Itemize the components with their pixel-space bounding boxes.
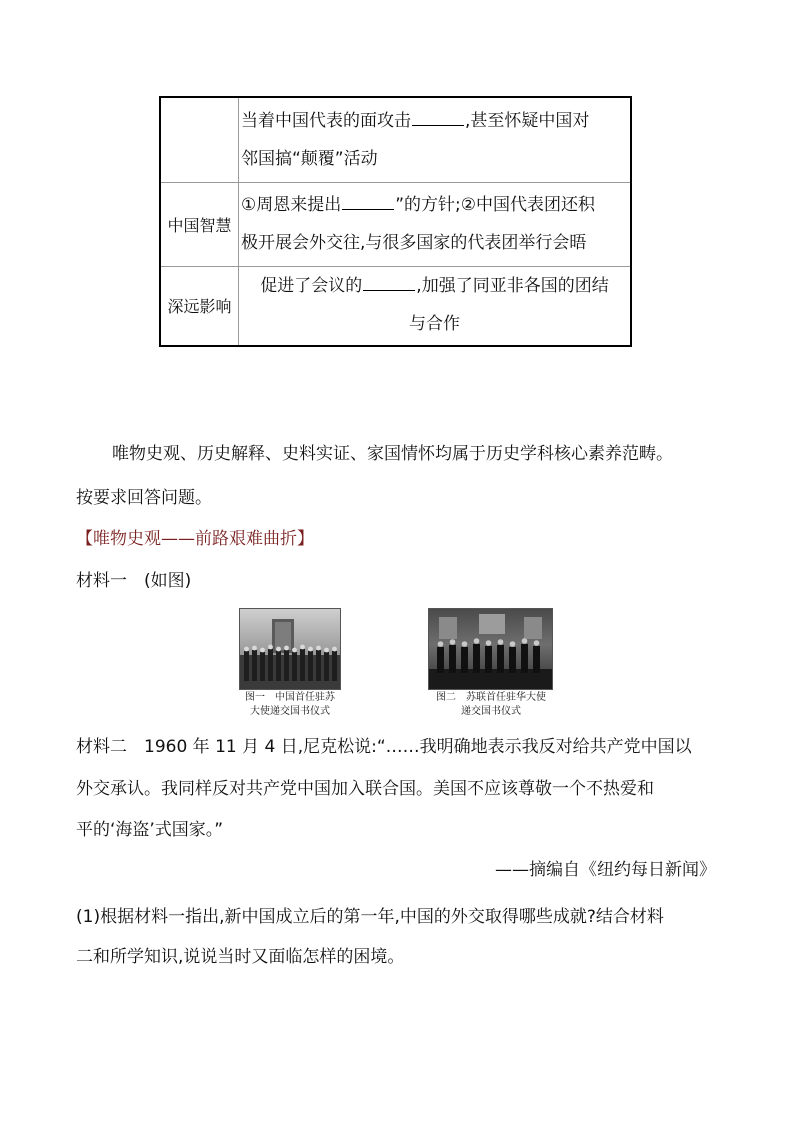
row-label: 中国智慧: [161, 182, 239, 266]
material2-line-1: 材料二 1960 年 11 月 4 日,尼克松说:“……我明确地表示我反对给共产党中国以: [76, 737, 692, 757]
material2-source: ——摘编自《纽约每日新闻》: [495, 860, 716, 880]
row-content: [239, 267, 630, 345]
table-row: [161, 98, 630, 183]
row-text-after: ,甚至怀疑中国对: [465, 111, 590, 131]
row-text-after: ”的方针;②中国代表团还积: [395, 195, 596, 215]
row-label: 深远影响: [161, 266, 239, 345]
row-text-after: ,加强了同亚非各国的团结: [416, 276, 609, 296]
table-row: [161, 182, 630, 267]
row-text-before: 促进了会议的: [260, 276, 363, 296]
row-text-before: ①周恩来提出: [241, 195, 342, 215]
row-text-before: 当着中国代表的面攻击: [241, 111, 411, 131]
row-text-line2: 邻国搞“颠覆”活动: [241, 149, 378, 169]
row-content: [241, 186, 628, 266]
row-label: [161, 98, 239, 182]
fill-blank[interactable]: [342, 191, 394, 210]
intro-line-1: 唯物史观、历史解释、史料实证、家国情怀均属于历史学科核心素养范畴。: [112, 444, 673, 464]
row-text-line2: 与合作: [409, 314, 460, 334]
material2-line-2: 外交承认。我同样反对共产党中国加入联合国。美国不应该尊敬一个不热爱和: [76, 779, 654, 799]
row-text-line2: 极开展会外交往,与很多国家的代表团举行会晤: [241, 233, 587, 253]
question1-line-2: 二和所学知识,说说当时又面临怎样的困境。: [76, 947, 405, 967]
row-content: [241, 102, 628, 182]
figure2-caption: [424, 691, 558, 719]
material2-line-3: 平的‘海盗’式国家。”: [76, 820, 224, 840]
photo-ambassador-ceremony-1: [239, 608, 341, 690]
figure1-caption-line1: 图一 中国首任驻苏: [245, 692, 335, 703]
photo-ambassador-ceremony-2: [428, 608, 553, 690]
fill-blank[interactable]: [363, 272, 415, 291]
figure1-caption-line2: 大使递交国书仪式: [250, 706, 330, 717]
intro-line-2: 按要求回答问题。: [76, 488, 212, 508]
summary-table: [159, 96, 632, 347]
question1-line-1: (1)根据材料一指出,新中国成立后的第一年,中国的外交取得哪些成就?结合材料: [76, 907, 664, 927]
figure1-caption: [228, 691, 352, 719]
material1-label: 材料一 (如图): [76, 571, 192, 591]
figure2-caption-line2: 递交国书仪式: [461, 706, 521, 717]
fill-blank[interactable]: [412, 107, 464, 126]
section-heading: 【唯物史观——前路艰难曲折】: [76, 529, 314, 549]
figure2-caption-line1: 图二 苏联首任驻华大使: [436, 692, 546, 703]
table-row: [161, 266, 630, 345]
